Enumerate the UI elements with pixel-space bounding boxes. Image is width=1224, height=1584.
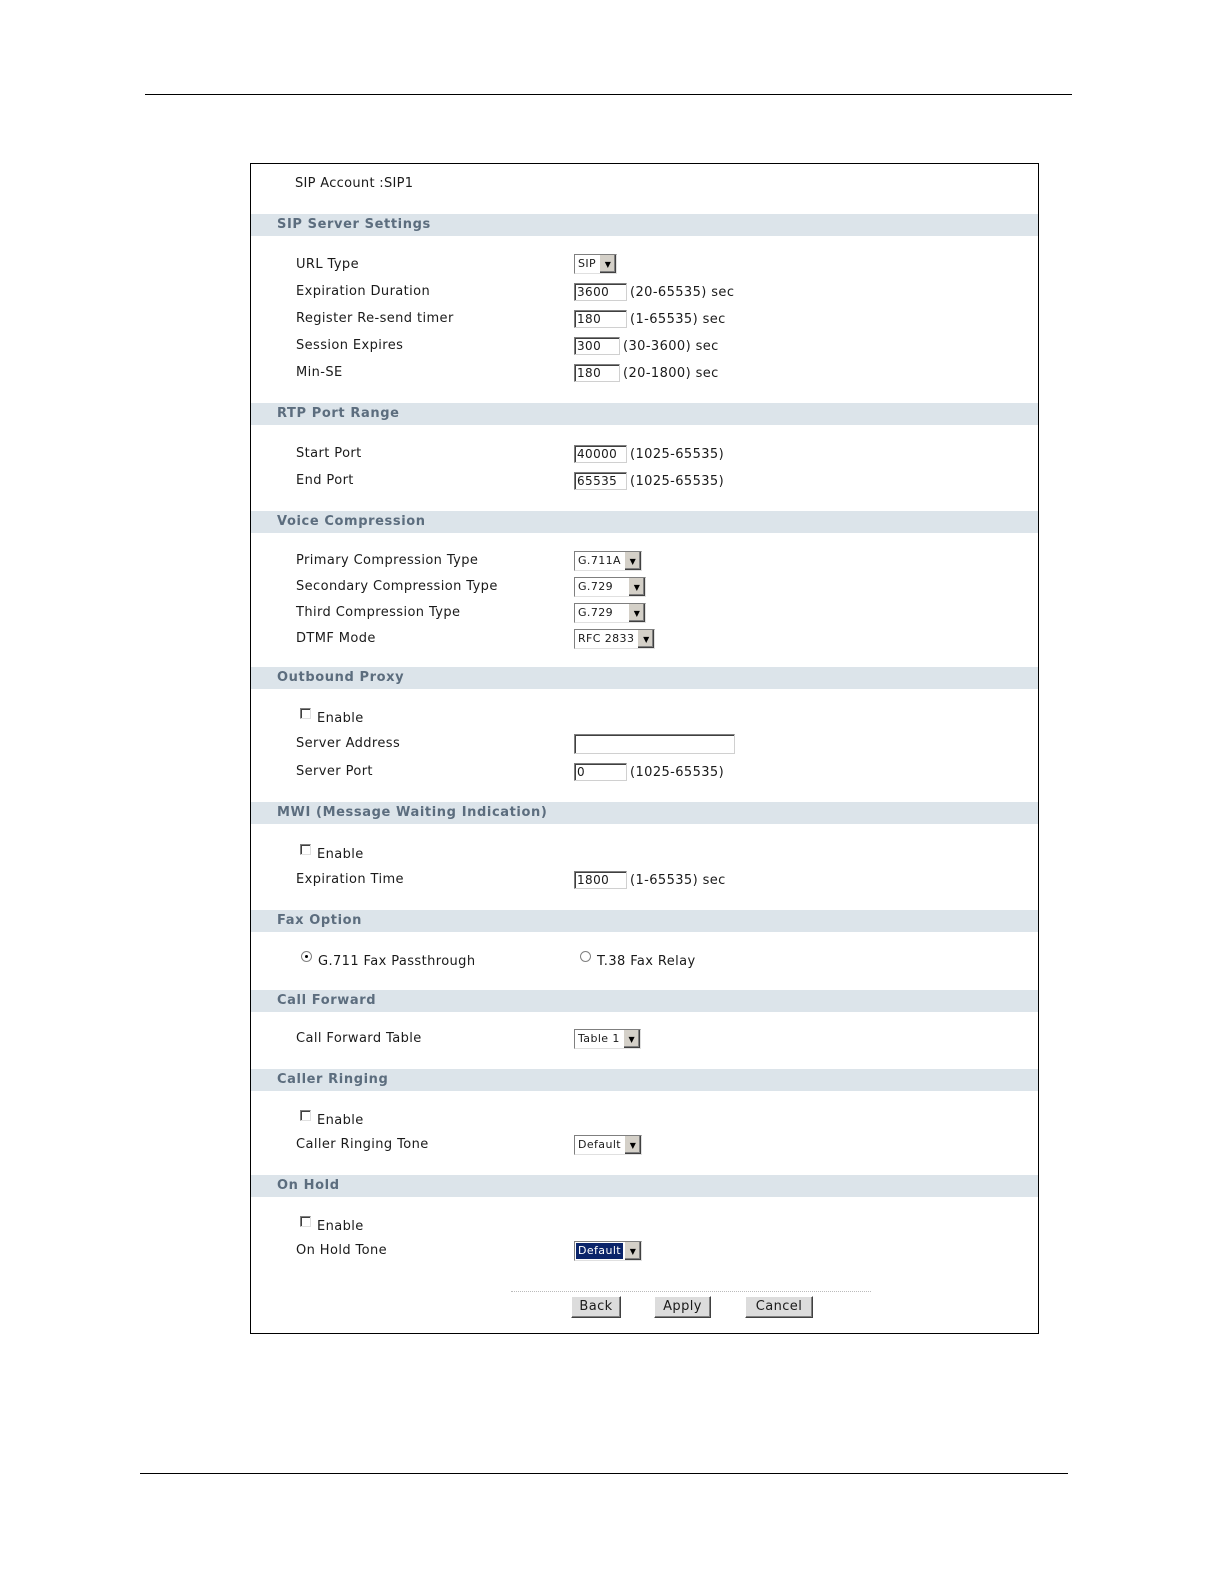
ringing-enable-row (300, 1113, 364, 1128)
section-sip-server (251, 214, 1038, 236)
section-outbound-proxy (251, 667, 1038, 689)
end-port-label: End Port (296, 473, 354, 488)
ringing-enable-checkbox[interactable] (300, 1110, 311, 1121)
min-se-hint: (20-1800) sec (623, 365, 719, 381)
proxy-enable-row (300, 711, 364, 726)
mwi-enable-label: Enable (317, 847, 364, 862)
hold-enable-label: Enable (317, 1219, 364, 1234)
call-forward-table-select[interactable]: Table 1 ▼ (574, 1029, 641, 1049)
secondary-compression-select[interactable]: G.729 ▼ (574, 577, 646, 597)
chevron-down-icon: ▼ (637, 630, 654, 648)
server-address-input[interactable] (574, 734, 735, 754)
sip-account-panel (250, 163, 1039, 1334)
section-call-forward (251, 990, 1038, 1012)
caller-ringing-tone-label: Caller Ringing Tone (296, 1137, 429, 1152)
chevron-down-icon: ▼ (624, 552, 641, 570)
mwi-enable-row (300, 847, 364, 862)
cancel-button[interactable]: Cancel (745, 1296, 813, 1318)
ringing-enable-label: Enable (317, 1113, 364, 1128)
server-address-label: Server Address (296, 736, 401, 751)
register-resend-hint: (1-65535) sec (630, 311, 726, 327)
section-title: SIP Server Settings (277, 217, 431, 232)
chevron-down-icon: ▼ (628, 604, 645, 622)
session-expires-input[interactable]: 300 (574, 337, 620, 355)
third-compression-select[interactable]: G.729 ▼ (574, 603, 646, 623)
secondary-compression-label: Secondary Compression Type (296, 579, 498, 594)
section-mwi (251, 802, 1038, 824)
url-type-label: URL Type (296, 257, 359, 272)
register-resend-label: Register Re-send timer (296, 311, 454, 326)
section-title: Outbound Proxy (277, 670, 405, 685)
register-resend-input[interactable]: 180 (574, 310, 627, 328)
button-divider (511, 1291, 871, 1292)
on-hold-tone-select[interactable]: Default ▼ (574, 1241, 642, 1261)
section-title: On Hold (277, 1178, 340, 1193)
bottom-rule (140, 1473, 1068, 1474)
top-rule (145, 94, 1072, 95)
start-port-input[interactable]: 40000 (574, 445, 627, 463)
expiration-duration-label: Expiration Duration (296, 284, 431, 299)
session-expires-hint: (30-3600) sec (623, 338, 719, 354)
section-title: Caller Ringing (277, 1072, 389, 1087)
account-title: SIP Account :SIP1 (295, 176, 414, 191)
min-se-input[interactable]: 180 (574, 364, 620, 382)
expiration-duration-hint: (20-65535) sec (630, 284, 735, 300)
section-title: Call Forward (277, 993, 377, 1008)
server-port-input[interactable]: 0 (574, 763, 627, 781)
fax-relay-option[interactable]: T.38 Fax Relay (580, 954, 696, 969)
primary-compression-label: Primary Compression Type (296, 553, 479, 568)
start-port-hint: (1025-65535) (630, 446, 725, 462)
section-caller-ringing (251, 1069, 1038, 1091)
dtmf-mode-label: DTMF Mode (296, 631, 376, 646)
chevron-down-icon: ▼ (623, 1030, 640, 1048)
fax-passthrough-option[interactable]: G.711 Fax Passthrough (301, 954, 475, 969)
section-title: MWI (Message Waiting Indication) (277, 805, 548, 820)
expiration-time-hint: (1-65535) sec (630, 872, 726, 888)
fax-passthrough-radio[interactable] (301, 951, 312, 962)
dtmf-mode-select[interactable]: RFC 2833 ▼ (574, 629, 655, 649)
section-title: RTP Port Range (277, 406, 400, 421)
expiration-duration-input[interactable]: 3600 (574, 283, 627, 301)
section-title: Voice Compression (277, 514, 426, 529)
expiration-time-label: Expiration Time (296, 872, 404, 887)
server-port-hint: (1025-65535) (630, 764, 725, 780)
primary-compression-select[interactable]: G.711A ▼ (574, 551, 642, 571)
session-expires-label: Session Expires (296, 338, 404, 353)
chevron-down-icon: ▼ (624, 1242, 641, 1260)
start-port-label: Start Port (296, 446, 362, 461)
url-type-select[interactable]: SIP ▼ (574, 254, 617, 274)
back-button[interactable]: Back (571, 1296, 621, 1318)
proxy-enable-checkbox[interactable] (300, 708, 311, 719)
chevron-down-icon: ▼ (628, 578, 645, 596)
end-port-input[interactable]: 65535 (574, 472, 627, 490)
call-forward-table-label: Call Forward Table (296, 1031, 422, 1046)
section-on-hold (251, 1175, 1038, 1197)
hold-enable-checkbox[interactable] (300, 1216, 311, 1227)
section-fax-option (251, 910, 1038, 932)
section-voice-compression (251, 511, 1038, 533)
chevron-down-icon: ▼ (624, 1136, 641, 1154)
apply-button[interactable]: Apply (654, 1296, 711, 1318)
expiration-time-input[interactable]: 1800 (574, 871, 627, 889)
proxy-enable-label: Enable (317, 711, 364, 726)
end-port-hint: (1025-65535) (630, 473, 725, 489)
hold-enable-row (300, 1219, 364, 1234)
section-title: Fax Option (277, 913, 363, 928)
section-rtp-port-range (251, 403, 1038, 425)
mwi-enable-checkbox[interactable] (300, 844, 311, 855)
on-hold-tone-label: On Hold Tone (296, 1243, 388, 1258)
min-se-label: Min-SE (296, 365, 343, 380)
server-port-label: Server Port (296, 764, 373, 779)
chevron-down-icon: ▼ (599, 255, 616, 273)
caller-ringing-tone-select[interactable]: Default ▼ (574, 1135, 642, 1155)
third-compression-label: Third Compression Type (296, 605, 461, 620)
fax-relay-radio[interactable] (580, 951, 591, 962)
